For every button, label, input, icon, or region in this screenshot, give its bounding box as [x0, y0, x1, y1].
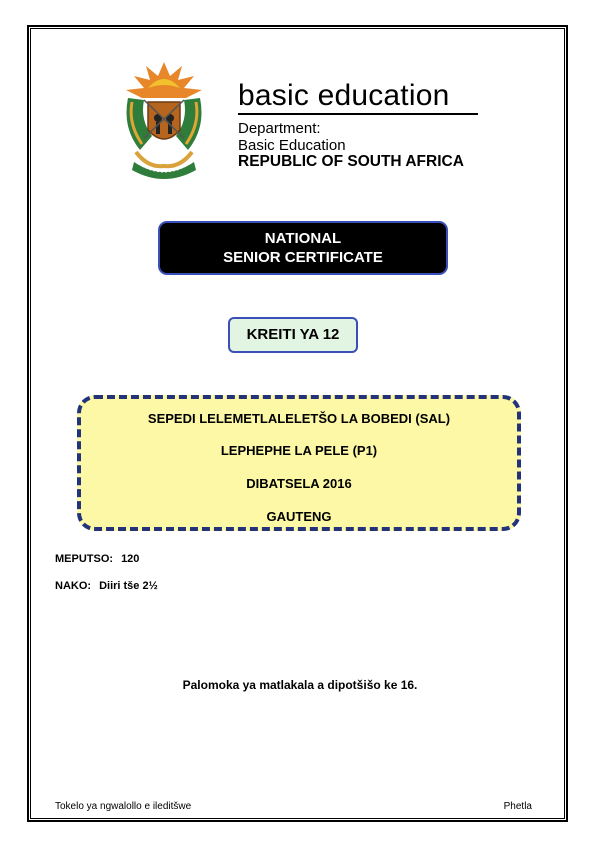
grade-badge: KREITI YA 12 — [228, 317, 358, 353]
time-label: NAKO: — [55, 580, 92, 592]
time-value: Diiri tše 2½ — [99, 580, 158, 592]
certificate-line-1: NATIONAL — [264, 230, 342, 247]
certificate-banner — [158, 221, 448, 275]
exam-session: DIBATSELA 2016 — [246, 476, 352, 491]
brand-underline — [238, 113, 478, 115]
page-count-note: Palomoka ya matlakala a dipotšišo ke 16. — [182, 678, 418, 692]
certificate-line-2: SENIOR CERTIFICATE — [223, 249, 383, 266]
subject-title: SEPEDI LELEMETLALELETŠO LA BOBEDI (SAL) — [147, 411, 451, 426]
time-info — [55, 580, 158, 592]
marks-label: MEPUTSO: — [55, 553, 114, 565]
paper-number: LEPHEPHE LA PELE (P1) — [220, 443, 378, 458]
department-label: Department: — [238, 120, 321, 137]
marks-value: 120 — [121, 553, 140, 565]
copyright-notice: Tokelo ya ngwalollo e ileditšwe — [55, 801, 192, 812]
brand-title: basic education — [238, 79, 450, 112]
coat-of-arms-icon — [118, 58, 210, 182]
department-name: Basic Education — [238, 137, 346, 154]
province: GAUTENG — [266, 509, 332, 524]
turn-over-label: Phetla — [503, 801, 532, 812]
country-name: REPUBLIC OF SOUTH AFRICA — [238, 153, 464, 170]
marks-info — [55, 553, 139, 565]
subject-box — [77, 395, 521, 531]
